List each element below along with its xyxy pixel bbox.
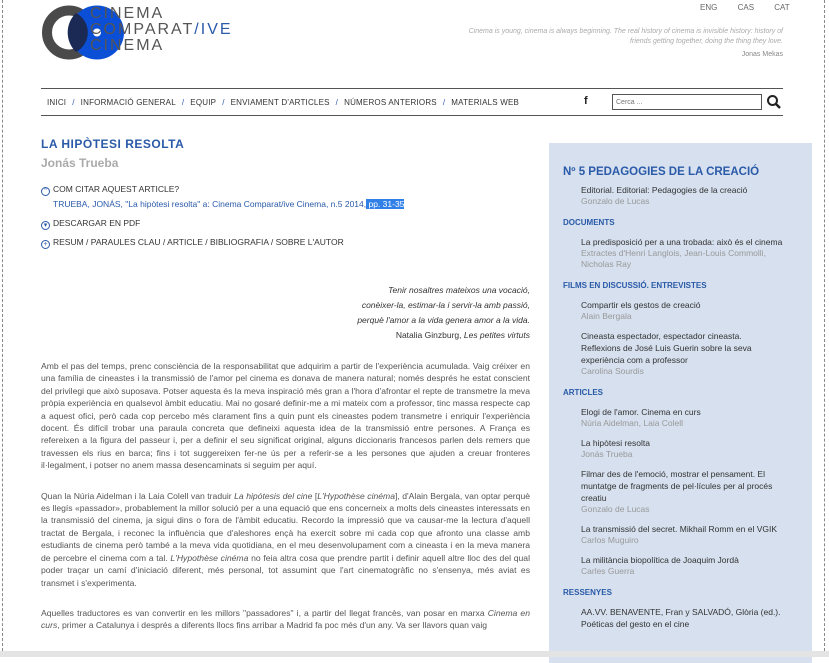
article-title: LA HIPÒTESI RESOLTA [41, 137, 185, 151]
epigraph-line: Tenir nosaltres mateixos una vocació, [388, 285, 530, 295]
search-icon[interactable] [766, 94, 782, 110]
epigraph-source [357, 328, 530, 343]
sidebar-section-heading: ARTICLES [563, 388, 603, 397]
sidebar-section-heading: FILMS EN DISCUSSIÓ. ENTREVISTES [563, 281, 707, 290]
sidebar-article-author: Núria Aidelman, Laia Colell [581, 418, 684, 428]
nav-materials-web[interactable]: MATERIALS WEB [451, 98, 520, 107]
paragraph-1: Amb el pas del temps, prenc consciència de la responsabilitat que adquirim a partir de l'experiència acumulada. Vaig créixer en una família de cineastes i la transmissió de l'amor pel cinema es donava de manera natural; només després he estat conscient del privilegi que això suposava. Potser aquesta és la meva inspiració més gran a l'hora d'afrontar el repte de transmetre la meva pròpia experiència en qualsevol àmbit educatiu. Mai no gosaré definir-me a mi mateix com a professor, tinc massa respecte cap a aquest ofici, però cada cop percebo més clarament fins a quin punt els cineastes podem transmetre i enriquir l'experiència docent. És difícil trobar una paraula concreta que defineixi aquesta idea de la transmissió entre persones. A França es refereixen a la figura del passeur i, per a definir el seu significat original, alguns diccionaris francesos parlen dels remers que travessen els rius en barca; fins i tot suggereixen fer-ne ús per a referir-se a les persones que ajuden a creuar fronteres il·legalment, i potser no anem massa desencaminats si seguim per aquí. [41, 361, 530, 471]
search-input[interactable] [612, 94, 762, 110]
language-switcher [700, 3, 808, 12]
sidebar-article-author: Gonzalo de Lucas [581, 504, 650, 514]
download-pdf-link[interactable] [41, 218, 140, 230]
sidebar-article-title: La hipòtesi resolta [581, 438, 650, 448]
citation-text: TRUEBA, JONÁS, "La hipòtesi resolta" a: Cinema Comparat/ive Cinema, n.5 2014, [53, 199, 367, 209]
lang-cas[interactable]: CAS [737, 3, 755, 12]
sidebar-article-author: Carles Guerra [581, 566, 635, 576]
citation [53, 199, 404, 209]
sidebar-article[interactable] [563, 437, 783, 460]
sections-toggle[interactable] [41, 237, 344, 249]
horizontal-scrollbar[interactable] [0, 651, 829, 657]
sidebar-section-heading: RESSENYES [563, 588, 612, 597]
brand-wordmark [90, 6, 233, 54]
nav-informacio-general[interactable]: INFORMACIÓ GENERAL [80, 98, 176, 107]
sidebar-article-title: La militància biopolítica de Joaquim Jordà [581, 555, 739, 565]
sidebar-article-title: Filmar des de l'emoció, mostrar el pensament. El muntatge de fragments de pel·lícules per al procés creatiu [581, 469, 773, 503]
article-author: Jonás Trueba [41, 156, 119, 170]
epigraph-line: conèixer-la, estimar-la i servir-la amb passió, [361, 300, 530, 310]
cite-label: COM CITAR AQUEST ARTICLE? [53, 184, 180, 194]
cite-toggle[interactable] [41, 184, 179, 196]
sidebar-article[interactable] [563, 606, 783, 630]
issue-sidebar [549, 143, 812, 663]
lang-cat[interactable]: CAT [774, 3, 790, 12]
sidebar-article[interactable] [563, 554, 783, 577]
epigraph-line: perquè l'amor a la vida genera amor a la vida. [357, 315, 530, 325]
sidebar-article-author: Alain Bergala [581, 311, 632, 321]
brand-line: CINEMA [90, 37, 165, 54]
article-body [41, 360, 530, 650]
brand-line [90, 22, 233, 38]
download-pdf-label: DESCARGAR EN PDF [53, 218, 141, 228]
sections-label: RESUM / PARAULES CLAU / ARTICLE / BIBLIOGRAFIA / SOBRE L'AUTOR [53, 237, 344, 247]
plus-icon: + [41, 240, 50, 249]
sidebar-article[interactable] [563, 406, 783, 429]
brand-part: COMPARAT [90, 21, 195, 38]
sidebar-article-title: Compartir els gestos de creació [581, 300, 701, 310]
sidebar-article-title: Cineasta espectador, espectador cineasta. Reflexions de José Luis Guerin sobre la seva experiència com a professor [581, 331, 752, 365]
citation-pages-selected: pp. 31-35 [366, 199, 405, 209]
sidebar-article[interactable] [563, 184, 783, 207]
facebook-icon[interactable]: f [584, 95, 588, 107]
sidebar-article[interactable] [563, 299, 783, 322]
lang-eng[interactable]: ENG [700, 3, 718, 12]
sidebar-article-title: AA.VV. BENAVENTE, Fran y SALVADÓ, Glòria (ed.). Poéticas del gesto en el cine [581, 607, 781, 629]
header-quote-block [453, 27, 783, 60]
main-nav: INICI / INFORMACIÓ GENERAL / EQUIP / ENVIAMENT D'ARTICLES / NÚMEROS ANTERIORS / MATERIALS WEB f Cerca ... [41, 88, 783, 116]
nav-enviament-articles[interactable]: ENVIAMENT D'ARTICLES [230, 98, 330, 107]
sidebar-article-author: Carolina Sourdis [581, 366, 644, 376]
paragraph-3: Aquelles traductores es van convertir en les millors "passadores" i, a partir del llegat francès, van posar en marxa Cinema en curs, primer a Catalunya i després a diferents llocs fins arribar a Madrid fa poc més d'un any. Va ser llavors quan vaig [41, 607, 530, 631]
sidebar-article-author: Gonzalo de Lucas [581, 196, 650, 206]
issue-title[interactable]: Nº 5 PEDAGOGIES DE LA CREACIÓ [563, 166, 760, 178]
quote-icon: " [41, 187, 50, 196]
sidebar-article-author: Extractes d'Henri Langlois, Jean-Louis Commolli, Nicholas Ray [581, 248, 766, 269]
nav-inici[interactable]: INICI [47, 98, 67, 107]
sidebar-article-title: Editorial. Editorial: Pedagogies de la creació [581, 185, 748, 195]
epigraph-author: Natalia Ginzburg, [395, 330, 464, 340]
brand-line: CINEMA [90, 5, 165, 22]
quote-author: Jonas Mekas [741, 51, 783, 58]
header-quote: Cinema is young, cinema is always beginning. The real history of cinema is invisible history: history of friends getting together, doing the thing they love. [468, 28, 783, 45]
epigraph-book: Les petites virtuts [463, 330, 530, 340]
brand-part-accent: /IVE [194, 21, 233, 38]
nav-numeros-anteriors[interactable]: NÚMEROS ANTERIORS [344, 98, 437, 107]
sidebar-article[interactable] [563, 330, 783, 377]
nav-equip[interactable]: EQUIP [190, 98, 217, 107]
download-icon: ▾ [41, 221, 50, 230]
sidebar-article-title: La predisposició per a una trobada: això és el cinema [581, 237, 783, 247]
sidebar-article[interactable] [563, 468, 783, 515]
sidebar-article[interactable] [563, 523, 783, 546]
sidebar-article-title: Elogi de l'amor. Cinema en curs [581, 407, 701, 417]
paragraph-2: Quan la Núria Aidelman i la Laia Colell van traduir La hipótesis del cine [L'Hypothèse cinéma], d'Alain Bergala, van optar perquè es llegís «passador», probablement la millor solució per a una equació que ens concerneix a molts dels cineastes interessats en la transmissió del cinema, ja sigui dins o fora de l'àmbit educatiu. Recordo la impressió que va causar-me la lectura d'aquell tractat de Bergala, i reconec la influència que d'aleshores ençà ha exercit sobre mi cada cop que afronto una classe amb estudiants de cinema però també a la meva vida quotidiana, en el meu desenvolupament com a cineasta i en la meva manera de percebre el cinema com a tal. L'Hypothèse cinéma no feia altra cosa que prendre partit i definir aquell altre lloc des del qual poder traçar un camí d'iniciació diferent, més personal, tot assumint que l'art cinematogràfic no s'ensenya, més aviat es transmet i s'experimenta. [41, 490, 530, 588]
sidebar-section-heading: DOCUMENTS [563, 218, 615, 227]
sidebar-article-author: Carlos Muguiro [581, 535, 639, 545]
sidebar-article-author: Jonás Trueba [581, 449, 633, 459]
sidebar-article-title: La transmissió del secret. Mikhail Romm en el VGIK [581, 524, 778, 534]
sidebar-article[interactable] [563, 236, 783, 270]
epigraph [357, 283, 530, 343]
